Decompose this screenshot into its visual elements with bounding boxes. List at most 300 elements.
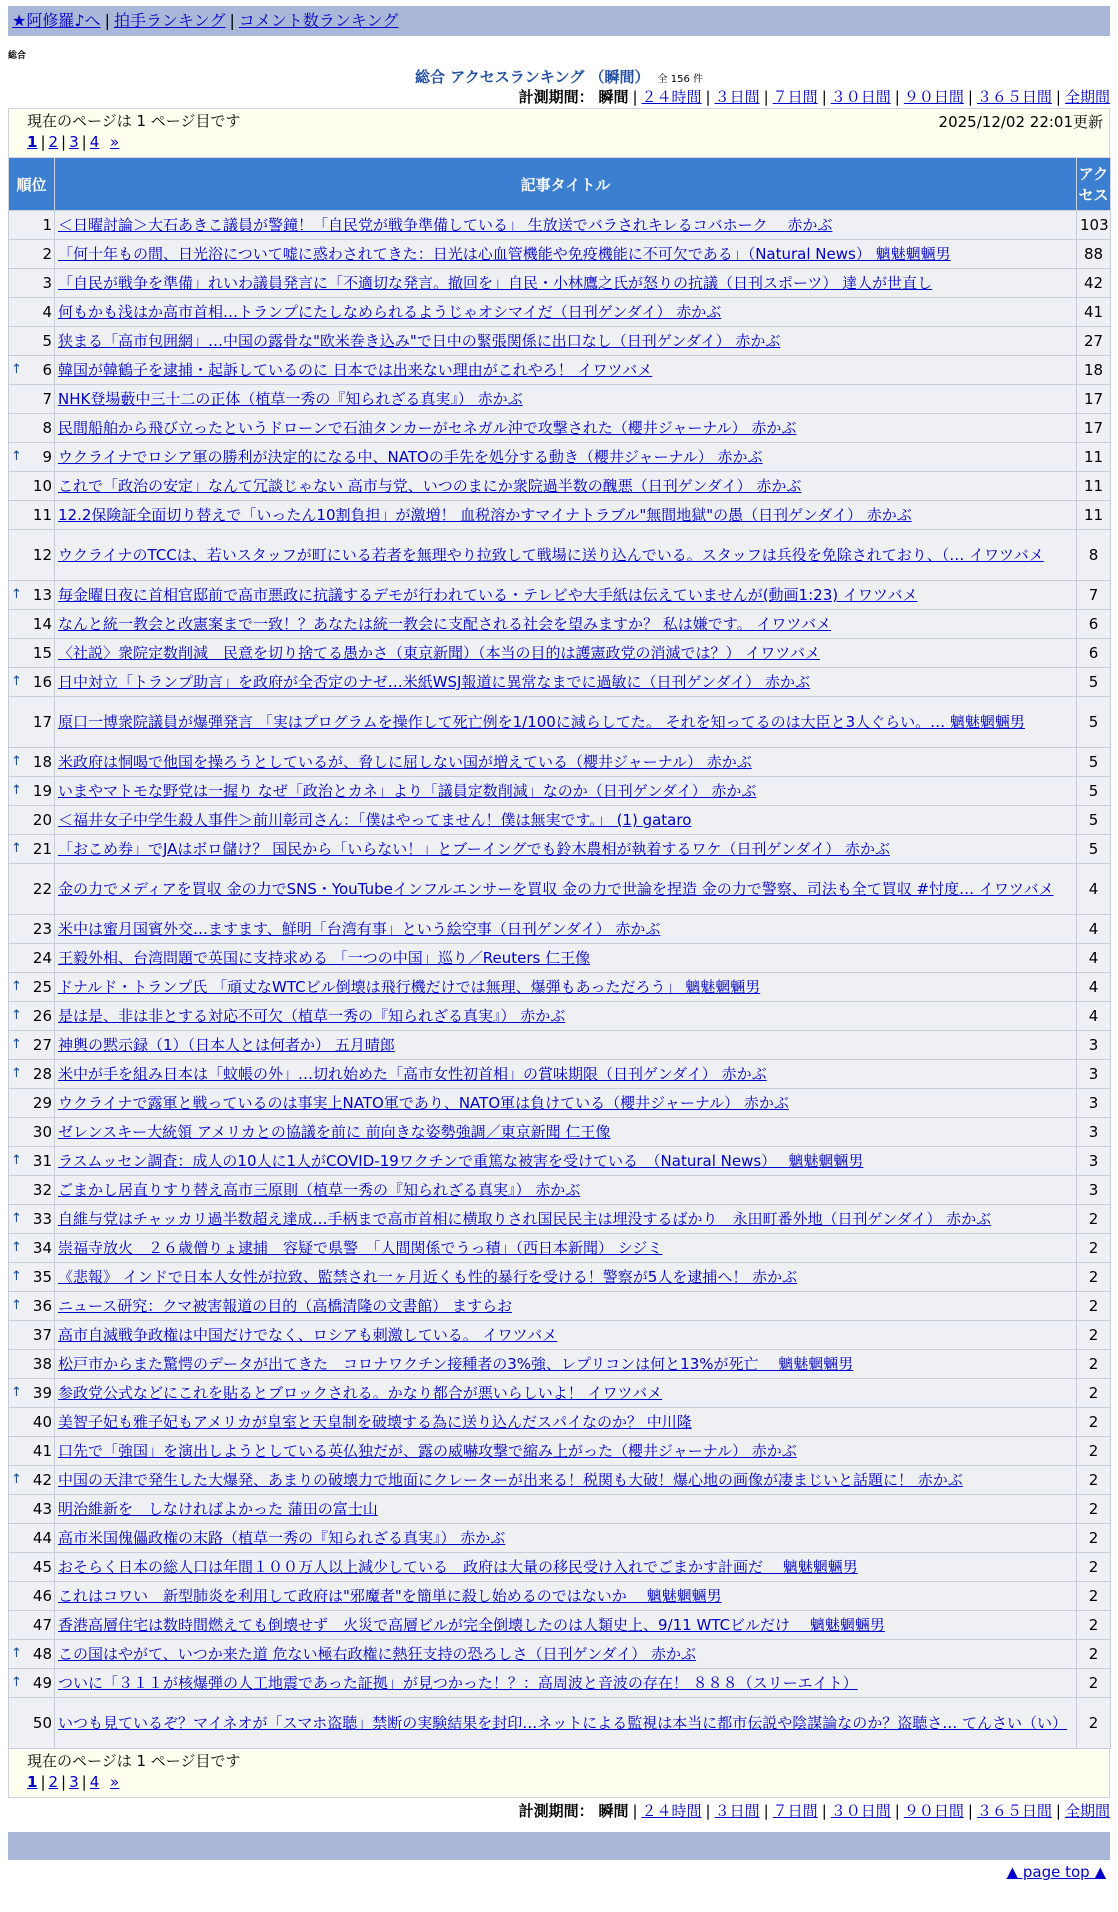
period-link-365d[interactable]: ３６５日間 <box>976 88 1052 106</box>
rank-number: 49 <box>32 1674 52 1692</box>
access-count: 3 <box>1077 1147 1111 1176</box>
table-header <box>9 158 1111 211</box>
table-row <box>9 1582 1111 1611</box>
title-cell <box>55 1669 1077 1698</box>
access-count: 2 <box>1077 1698 1111 1749</box>
page-link-next[interactable]: » <box>110 133 120 151</box>
rank-number: 50 <box>32 1714 52 1732</box>
page-top-link[interactable]: ▲ page top ▲ <box>1006 1863 1106 1881</box>
rank-cell <box>9 1060 55 1089</box>
article-title-link[interactable]: 米政府は恫喝で他国を操ろうとしているが、脅しに屈しない国が増えている（櫻井ジャーナル） 赤かぶ <box>58 753 752 771</box>
access-count: 11 <box>1077 472 1111 501</box>
top-nav-link-comment-ranking[interactable]: コメント数ランキング <box>238 11 399 30</box>
table-row <box>9 1060 1111 1089</box>
article-title-link[interactable]: ドナルド・トランプ氏 「頑丈なWTCビル倒壊は飛行機だけでは無理、爆弾もあっただろう」 魑魅魍魎男 <box>58 978 761 996</box>
title-cell <box>55 240 1077 269</box>
period-link-24h[interactable]: ２４時間 <box>641 88 702 106</box>
table-row <box>9 269 1111 298</box>
article-title-link[interactable]: 〈社説〉衆院定数削減 民意を切り捨てる愚かさ（東京新聞）（本当の目的は護憲政党の消滅では？） イワツバメ <box>58 644 820 662</box>
rank-cell <box>9 240 55 269</box>
rank-cell <box>9 1524 55 1553</box>
article-title-link[interactable]: ゼレンスキー大統領 アメリカとの協議を前に 前向きな姿勢強調／東京新聞 仁王像 <box>58 1123 611 1141</box>
article-title-link[interactable]: 12.2保険証全面切り替えで「いったん10割負担」が激増！ 血税溶かすマイナトラブル"無間地獄"の愚（日刊ゲンダイ） 赤かぶ <box>58 506 912 524</box>
period-link-7d[interactable]: ７日間 <box>772 1802 818 1820</box>
table-row <box>9 1321 1111 1350</box>
rank-number: 18 <box>32 753 52 771</box>
period-link-all[interactable]: 全期間 <box>1064 88 1110 106</box>
rank-cell <box>9 211 55 240</box>
title-cell <box>55 777 1077 806</box>
article-title-link[interactable]: 崇福寺放火 ２６歳僧りょ逮捕 容疑で県警 「人間関係でうっ積」（西日本新聞） シジミ <box>58 1239 663 1257</box>
rank-cell <box>9 806 55 835</box>
rank-number: 12 <box>32 546 52 564</box>
rank-cell <box>9 1466 55 1495</box>
rank-cell <box>9 1118 55 1147</box>
rank-number: 48 <box>32 1645 52 1663</box>
rank-number: 35 <box>32 1268 52 1286</box>
rank-number: 8 <box>42 419 52 437</box>
title-cell <box>55 1640 1077 1669</box>
table-row <box>9 1089 1111 1118</box>
article-title-link[interactable]: ウクライナのTCCは、若いスタッフが町にいる若者を無理やり拉致して戦場に送り込んでいる。スタッフは兵役を免除されており、（… イワツバメ <box>58 546 1044 564</box>
access-count: 2 <box>1077 1495 1111 1524</box>
rank-cell <box>9 1437 55 1466</box>
rank-cell <box>9 530 55 581</box>
access-count: 27 <box>1077 327 1111 356</box>
article-title-link[interactable]: 香港高層住宅は数時間燃えても倒壊せず 火災で高層ビルが完全倒壊したのは人類史上、9/11 WTCビルだけ 魑魅魍魎男 <box>58 1616 885 1634</box>
table-row <box>9 1147 1111 1176</box>
table-row <box>9 501 1111 530</box>
rank-up-arrow-icon: ↑ <box>11 1240 22 1255</box>
total-count: 全 156 件 <box>657 74 703 85</box>
article-title-link[interactable]: ごまかし居直りすり替え高市三原則（植草一秀の『知られざる真実』） 赤かぶ <box>58 1181 581 1199</box>
title-cell <box>55 414 1077 443</box>
title-cell <box>55 1147 1077 1176</box>
rank-number: 14 <box>32 615 52 633</box>
rank-cell <box>9 269 55 298</box>
table-row <box>9 806 1111 835</box>
access-count: 4 <box>1077 973 1111 1002</box>
access-count: 2 <box>1077 1408 1111 1437</box>
rank-up-arrow-icon: ↑ <box>11 1472 22 1487</box>
rank-up-arrow-icon: ↑ <box>11 1298 22 1313</box>
title-cell <box>55 610 1077 639</box>
rank-number: 43 <box>32 1500 52 1518</box>
rank-number: 22 <box>32 880 52 898</box>
article-title-link[interactable]: 《悲報》 インドで日本人女性が拉致、監禁され一ヶ月近くも性的暴行を受ける！警察が5人を逮捕へ！ 赤かぶ <box>58 1268 798 1286</box>
period-link-3d[interactable]: ３日間 <box>714 1802 760 1820</box>
rank-cell <box>9 1176 55 1205</box>
rank-cell <box>9 1031 55 1060</box>
article-title-link[interactable]: これで「政治の安定」なんて冗談じゃない 高市与党、いつのまにか衆院過半数の醜悪（日刊ゲンダイ） 赤かぶ <box>58 477 802 495</box>
rank-cell <box>9 1669 55 1698</box>
period-link-7d[interactable]: ７日間 <box>772 88 818 106</box>
rank-number: 13 <box>32 586 52 604</box>
period-selector-top: 計測期間： 瞬間 | ２４時間 | ３日間 | ７日間 | ３０日間 | ９０日間 | ３６５日間 | 全期間 <box>518 88 1110 106</box>
rank-cell <box>9 414 55 443</box>
nav-separator: | <box>104 11 110 30</box>
rank-number: 6 <box>42 361 52 379</box>
rank-number: 39 <box>32 1384 52 1402</box>
article-title-link[interactable]: 口先で「強国」を演出しようとしている英仏独だが、露の威嚇攻撃で縮み上がった（櫻井ジャーナル） 赤かぶ <box>58 1442 797 1460</box>
rank-number: 26 <box>32 1007 52 1025</box>
article-title-link[interactable]: 是は是、非は非とする対応不可欠（植草一秀の『知られざる真実』） 赤かぶ <box>58 1007 566 1025</box>
article-title-link[interactable]: 韓国が韓鶴子を逮捕・起訴しているのに 日本では出来ない理由がこれやろ！ イワツバメ <box>58 361 653 379</box>
title-cell <box>55 1350 1077 1379</box>
table-row <box>9 298 1111 327</box>
rank-number: 38 <box>32 1355 52 1373</box>
rank-number: 4 <box>42 303 52 321</box>
rank-cell <box>9 915 55 944</box>
rank-number: 41 <box>32 1442 52 1460</box>
rank-cell <box>9 472 55 501</box>
page-link-4[interactable]: 4 <box>89 133 100 151</box>
pager-bottom <box>8 1749 1110 1798</box>
table-row <box>9 748 1111 777</box>
article-title-link[interactable]: NHK登場藪中三十二の正体（植草一秀の『知られざる真実』） 赤かぶ <box>58 390 523 408</box>
rank-number: 15 <box>32 644 52 662</box>
article-title-link[interactable]: 原口一博衆院議員が爆弾発言 「実はプログラムを操作して死亡例を1/100に減らしてた。 それを知ってるのは大臣と3人ぐらい。… 魑魅魍魎男 <box>58 713 1025 731</box>
rank-up-arrow-icon: ↑ <box>11 1037 22 1052</box>
title-cell <box>55 1089 1077 1118</box>
rank-cell <box>9 610 55 639</box>
rank-cell <box>9 501 55 530</box>
table-row <box>9 1263 1111 1292</box>
rank-number: 27 <box>32 1036 52 1054</box>
access-count: 2 <box>1077 1292 1111 1321</box>
rank-cell <box>9 1292 55 1321</box>
page-title-text: 総合 アクセスランキング （瞬間） <box>415 68 650 86</box>
rank-up-arrow-icon: ↑ <box>11 1211 22 1226</box>
table-row <box>9 356 1111 385</box>
article-title-link[interactable]: ラスムッセン調査：成人の10人に1人がCOVID-19ワクチンで重篤な被害を受けている （Natural News） 魑魅魍魎男 <box>58 1152 864 1170</box>
rank-cell <box>9 1698 55 1749</box>
article-title-link[interactable]: 金の力でメディアを買収 金の力でSNS・YouTubeインフルエンサーを買収 金の力で世論を捏造 金の力で警察、司法も全て買収 #忖度… イワツバメ <box>58 880 1054 898</box>
article-title-link[interactable]: 「何十年もの間、日光浴について嘘に惑わされてきた：日光は心血管機能や免疫機能に不可欠である」（Natural News） 魑魅魍魎男 <box>58 245 951 263</box>
article-title-link[interactable]: ウクライナで露軍と戦っているのは事実上NATO軍であり、NATO軍は負けている（櫻井ジャーナル） 赤かぶ <box>58 1094 789 1112</box>
rank-number: 5 <box>42 332 52 350</box>
table-row <box>9 1002 1111 1031</box>
article-title-link[interactable]: 参政党公式などにこれを貼るとブロックされる。かなり都合が悪いらしいよ！ イワツバメ <box>58 1384 663 1402</box>
table-row <box>9 1292 1111 1321</box>
page-link-3[interactable]: 3 <box>69 133 79 151</box>
rank-cell <box>9 944 55 973</box>
rank-cell <box>9 581 55 610</box>
page-link-3[interactable]: 3 <box>69 1773 79 1791</box>
article-title-link[interactable]: 「自民が戦争を準備」れいわ議員発言に「不適切な発言。撤回を」自民・小林鷹之氏が怒りの抗議（日刊スポーツ） 達人が世直し <box>58 274 933 292</box>
access-count: 5 <box>1077 835 1111 864</box>
access-count: 2 <box>1077 1379 1111 1408</box>
access-count: 2 <box>1077 1321 1111 1350</box>
rank-number: 34 <box>32 1239 52 1257</box>
access-count: 3 <box>1077 1060 1111 1089</box>
table-row <box>9 777 1111 806</box>
rank-number: 19 <box>32 782 52 800</box>
rank-cell <box>9 327 55 356</box>
rank-cell <box>9 1553 55 1582</box>
title-cell <box>55 269 1077 298</box>
table-row <box>9 1408 1111 1437</box>
table-row <box>9 1611 1111 1640</box>
updated-timestamp: 2025/12/02 22:01更新 <box>938 113 1103 131</box>
access-count: 3 <box>1077 1089 1111 1118</box>
article-title-link[interactable]: ＜日曜討論＞大石あきこ議員が警鐘！「自民党が戦争準備している」 生放送でバラされキレるコバホーク 赤かぶ <box>58 216 833 234</box>
title-cell <box>55 668 1077 697</box>
rank-cell <box>9 298 55 327</box>
article-title-link[interactable]: 狭まる「高市包囲網」…中国の露骨な"欧米巻き込み"で日中の緊張関係に出口なし（日刊ゲンダイ） 赤かぶ <box>58 332 781 350</box>
title-cell <box>55 581 1077 610</box>
nav-separator: | <box>229 11 235 30</box>
article-title-link[interactable]: いまやマトモな野党は一握り なぜ「政治とカネ」より「議員定数削減」なのか（日刊ゲンダイ） 赤かぶ <box>58 782 757 800</box>
period-link-3d[interactable]: ３日間 <box>714 88 760 106</box>
article-title-link[interactable]: ついに「３１１が核爆弾の人工地震であった証拠」が見つかった！？：高周波と音波の存在！ ８８８（スリーエイト） <box>58 1674 858 1692</box>
title-cell <box>55 211 1077 240</box>
article-title-link[interactable]: 「おこめ券」でJAはボロ儲け？ 国民から「いらない！」とブーイングでも鈴木農相が執着するワケ（日刊ゲンダイ） 赤かぶ <box>58 840 891 858</box>
title-cell <box>55 1292 1077 1321</box>
rank-number: 36 <box>32 1297 52 1315</box>
access-count: 3 <box>1077 1176 1111 1205</box>
rank-cell <box>9 356 55 385</box>
rank-number: 24 <box>32 949 52 967</box>
rank-number: 29 <box>32 1094 52 1112</box>
title-cell <box>55 1698 1077 1749</box>
table-row <box>9 610 1111 639</box>
title-cell <box>55 1205 1077 1234</box>
pagination-bottom: 1 | 2 | 3 | 4 » <box>27 1773 120 1791</box>
rank-number: 44 <box>32 1529 52 1547</box>
top-nav-link-asyura[interactable]: ★阿修羅♪へ <box>12 11 101 30</box>
period-link-365d[interactable]: ３６５日間 <box>976 1802 1052 1820</box>
period-link-90d[interactable]: ９０日間 <box>903 1802 964 1820</box>
table-row <box>9 944 1111 973</box>
title-cell <box>55 1321 1077 1350</box>
table-row <box>9 1234 1111 1263</box>
access-count: 2 <box>1077 1437 1111 1466</box>
article-title-link[interactable]: ウクライナでロシア軍の勝利が決定的になる中、NATOの手先を処分する動き（櫻井ジャーナル） 赤かぶ <box>58 448 763 466</box>
rank-cell <box>9 668 55 697</box>
rank-up-arrow-icon: ↑ <box>11 754 22 769</box>
table-row <box>9 327 1111 356</box>
page-link-next[interactable]: » <box>110 1773 120 1791</box>
article-title-link[interactable]: 美智子妃も雅子妃もアメリカが皇室と天皇制を破壊する為に送り込んだスパイなのか？ 中川隆 <box>58 1413 692 1431</box>
period-current: 瞬間 <box>598 88 629 106</box>
article-title-link[interactable]: 中国の天津で発生した大爆発、あまりの破壊力で地面にクレーターが出来る！税関も大破！爆心地の画像が凄まじいと話題に！ 赤かぶ <box>58 1471 963 1489</box>
table-row <box>9 211 1111 240</box>
access-count: 4 <box>1077 1002 1111 1031</box>
rank-cell <box>9 1263 55 1292</box>
access-count: 4 <box>1077 864 1111 915</box>
table-row <box>9 240 1111 269</box>
title-cell <box>55 298 1077 327</box>
period-link-30d[interactable]: ３０日間 <box>830 88 891 106</box>
title-cell <box>55 356 1077 385</box>
article-title-link[interactable]: 毎金曜日夜に首相官邸前で高市悪政に抗議するデモが行われている・テレビや大手紙は伝えていませんが(動画1:23) イワツバメ <box>58 586 918 604</box>
article-title-link[interactable]: 神輿の黙示録（1）（日本人とは何者か） 五月晴郎 <box>58 1036 395 1054</box>
rank-up-arrow-icon: ↑ <box>11 1269 22 1284</box>
table-row <box>9 1698 1111 1749</box>
page-link-4[interactable]: 4 <box>89 1773 100 1791</box>
rank-number: 1 <box>42 216 52 234</box>
period-link-90d[interactable]: ９０日間 <box>903 88 964 106</box>
top-nav-link-clap-ranking[interactable]: 拍手ランキング <box>113 11 226 30</box>
access-count: 5 <box>1077 777 1111 806</box>
table-row <box>9 697 1111 748</box>
access-count: 2 <box>1077 1234 1111 1263</box>
period-label: 計測期間： <box>518 88 594 106</box>
table-row <box>9 1466 1111 1495</box>
title-cell <box>55 1118 1077 1147</box>
title-cell <box>55 944 1077 973</box>
rank-cell <box>9 1002 55 1031</box>
access-count: 2 <box>1077 1611 1111 1640</box>
article-title-link[interactable]: ＜福井女子中学生殺人事件＞前川彰司さん：「僕はやってません！僕は無実です。」 (1) gataro <box>58 811 692 829</box>
table-row <box>9 1640 1111 1669</box>
access-count: 103 <box>1077 211 1111 240</box>
title-cell <box>55 639 1077 668</box>
access-count: 3 <box>1077 1118 1111 1147</box>
access-count: 4 <box>1077 915 1111 944</box>
rank-cell <box>9 1147 55 1176</box>
period-label: 計測期間： <box>518 1802 594 1820</box>
title-cell <box>55 443 1077 472</box>
table-row <box>9 1176 1111 1205</box>
table-row <box>9 1669 1111 1698</box>
title-cell <box>55 1553 1077 1582</box>
article-title-link[interactable]: なんと統一教会と改憲案まで一致！？あなたは統一教会に支配される社会を望みますか？ 私は嫌です。 イワツバメ <box>58 615 832 633</box>
title-cell <box>55 1002 1077 1031</box>
access-count: 2 <box>1077 1669 1111 1698</box>
title-cell <box>55 327 1077 356</box>
rank-up-arrow-icon: ↑ <box>11 1646 22 1661</box>
article-title-link[interactable]: 米中が手を組み日本は「蚊帳の外」…切れ始めた「高市女性初首相」の賞味期限（日刊ゲンダイ） 赤かぶ <box>58 1065 767 1083</box>
article-title-link[interactable]: おそらく日本の総人口は年間１００万人以上減少している 政府は大量の移民受け入れでごまかす計画だ 魑魅魍魎男 <box>58 1558 858 1576</box>
title-cell <box>55 697 1077 748</box>
rank-cell <box>9 1379 55 1408</box>
article-title-link[interactable]: いつも見ているぞ？マイネオが「スマホ盗聴」禁断の実験結果を封印…ネットによる監視は本当に都市伝説や陰謀論なのか？盗聴さ… てんさい（い） <box>58 1714 1068 1732</box>
title-cell <box>55 1611 1077 1640</box>
rank-cell <box>9 777 55 806</box>
access-count: 4 <box>1077 944 1111 973</box>
access-count: 2 <box>1077 1205 1111 1234</box>
table-row <box>9 530 1111 581</box>
access-count: 6 <box>1077 639 1111 668</box>
article-title-link[interactable]: 高市自滅戦争政権は中国だけでなく、ロシアも刺激している。 イワツバメ <box>58 1326 558 1344</box>
title-cell <box>55 1379 1077 1408</box>
footer-bar <box>8 1832 1110 1860</box>
access-count: 2 <box>1077 1263 1111 1292</box>
category-tag: 総合 <box>8 51 27 61</box>
pager-top <box>8 108 1110 157</box>
page-top <box>8 1863 1110 1881</box>
article-title-link[interactable]: 日中対立「トランプ助言」を政府が全否定のナゼ…米紙WSJ報道に異常なまでに過敏に（日刊ゲンダイ） 赤かぶ <box>58 673 811 691</box>
table-row <box>9 973 1111 1002</box>
title-cell <box>55 806 1077 835</box>
rank-cell <box>9 1640 55 1669</box>
rank-cell <box>9 1495 55 1524</box>
ranking-table <box>8 157 1111 1749</box>
title-cell <box>55 973 1077 1002</box>
article-title-link[interactable]: 高市米国傀儡政権の末路（植草一秀の『知られざる真実』） 赤かぶ <box>58 1529 506 1547</box>
access-count: 5 <box>1077 668 1111 697</box>
article-title-link[interactable]: 松戸市からまた驚愕のデータが出てきた コロナワクチン接種者の3%強、レプリコンは何と13%が死亡 魑魅魍魎男 <box>58 1355 854 1373</box>
rank-number: 25 <box>32 978 52 996</box>
article-title-link[interactable]: 自維与党はチャッカリ過半数超え達成…手柄まで高市首相に横取りされ国民民主は埋没するばかり 永田町番外地（日刊ゲンダイ） 赤かぶ <box>58 1210 992 1228</box>
table-row <box>9 1553 1111 1582</box>
article-title-link[interactable]: 明治維新を しなければよかった 蒲田の富士山 <box>58 1500 378 1518</box>
article-title-link[interactable]: これはコワい 新型肺炎を利用して政府は"邪魔者"を簡単に殺し始めるのではないか 魑魅魍魎男 <box>58 1587 722 1605</box>
article-title-link[interactable]: 民間船舶から飛び立ったというドローンで石油タンカーがセネガル沖で攻撃された（櫻井ジャーナル） 赤かぶ <box>58 419 797 437</box>
rank-up-arrow-icon: ↑ <box>11 674 22 689</box>
access-count: 5 <box>1077 697 1111 748</box>
article-title-link[interactable]: ニュース研究：クマ被害報道の目的（高橋清隆の文書館） ますらお <box>58 1297 513 1315</box>
title-cell <box>55 530 1077 581</box>
rank-up-arrow-icon: ↑ <box>11 783 22 798</box>
table-row <box>9 581 1111 610</box>
page-link-1[interactable]: 1 <box>27 133 38 151</box>
rank-number: 17 <box>32 713 52 731</box>
access-count: 6 <box>1077 610 1111 639</box>
article-title-link[interactable]: この国はやがて、いつか来た道 危ない極右政権に熱狂支持の恐ろしさ（日刊ゲンダイ） 赤かぶ <box>58 1645 697 1663</box>
rank-cell <box>9 835 55 864</box>
rank-up-arrow-icon: ↑ <box>11 841 22 856</box>
page-link-1[interactable]: 1 <box>27 1773 38 1791</box>
title-cell <box>55 748 1077 777</box>
rank-cell <box>9 443 55 472</box>
column-header-access: アクセス <box>1077 158 1111 211</box>
rank-number: 46 <box>32 1587 52 1605</box>
table-row <box>9 1437 1111 1466</box>
table-row <box>9 835 1111 864</box>
rank-number: 31 <box>32 1152 52 1170</box>
page-link-2[interactable]: 2 <box>48 133 59 151</box>
period-selector-bottom: 計測期間： 瞬間 | ２４時間 | ３日間 | ７日間 | ３０日間 | ９０日間 | ３６５日間 | 全期間 <box>518 1802 1110 1820</box>
period-link-30d[interactable]: ３０日間 <box>830 1802 891 1820</box>
period-link-24h[interactable]: ２４時間 <box>641 1802 702 1820</box>
table-row <box>9 472 1111 501</box>
title-cell <box>55 385 1077 414</box>
article-title-link[interactable]: 王毅外相、台湾問題で英国に支持求める 「一つの中国」巡り／Reuters 仁王像 <box>58 949 591 967</box>
period-link-all[interactable]: 全期間 <box>1064 1802 1110 1820</box>
page-status: 現在のページは 1 ページ目です <box>27 112 241 130</box>
rank-number: 40 <box>32 1413 52 1431</box>
title-cell <box>55 1408 1077 1437</box>
page-title <box>8 66 1110 86</box>
rank-cell <box>9 385 55 414</box>
rank-number: 16 <box>32 673 52 691</box>
page-link-2[interactable]: 2 <box>48 1773 59 1791</box>
access-count: 2 <box>1077 1582 1111 1611</box>
title-cell <box>55 1495 1077 1524</box>
table-row <box>9 1495 1111 1524</box>
rank-number: 10 <box>32 477 52 495</box>
column-header-title: 記事タイトル <box>55 158 1077 211</box>
table-row <box>9 915 1111 944</box>
table-row <box>9 1031 1111 1060</box>
rank-up-arrow-icon: ↑ <box>11 587 22 602</box>
article-title-link[interactable]: 米中は蜜月国賓外交…ますます、鮮明「台湾有事」という絵空事（日刊ゲンダイ） 赤かぶ <box>58 920 661 938</box>
rank-cell <box>9 1321 55 1350</box>
column-header-rank: 順位 <box>9 158 55 211</box>
access-count: 2 <box>1077 1553 1111 1582</box>
access-count: 18 <box>1077 356 1111 385</box>
table-row <box>9 1205 1111 1234</box>
title-cell <box>55 501 1077 530</box>
rank-number: 37 <box>32 1326 52 1344</box>
top-navigation <box>8 6 1110 36</box>
access-count: 2 <box>1077 1466 1111 1495</box>
article-title-link[interactable]: 何もかも浅はか高市首相…トランプにたしなめられるようじゃオシマイだ（日刊ゲンダイ） 赤かぶ <box>58 303 722 321</box>
rank-up-arrow-icon: ↑ <box>11 362 22 377</box>
